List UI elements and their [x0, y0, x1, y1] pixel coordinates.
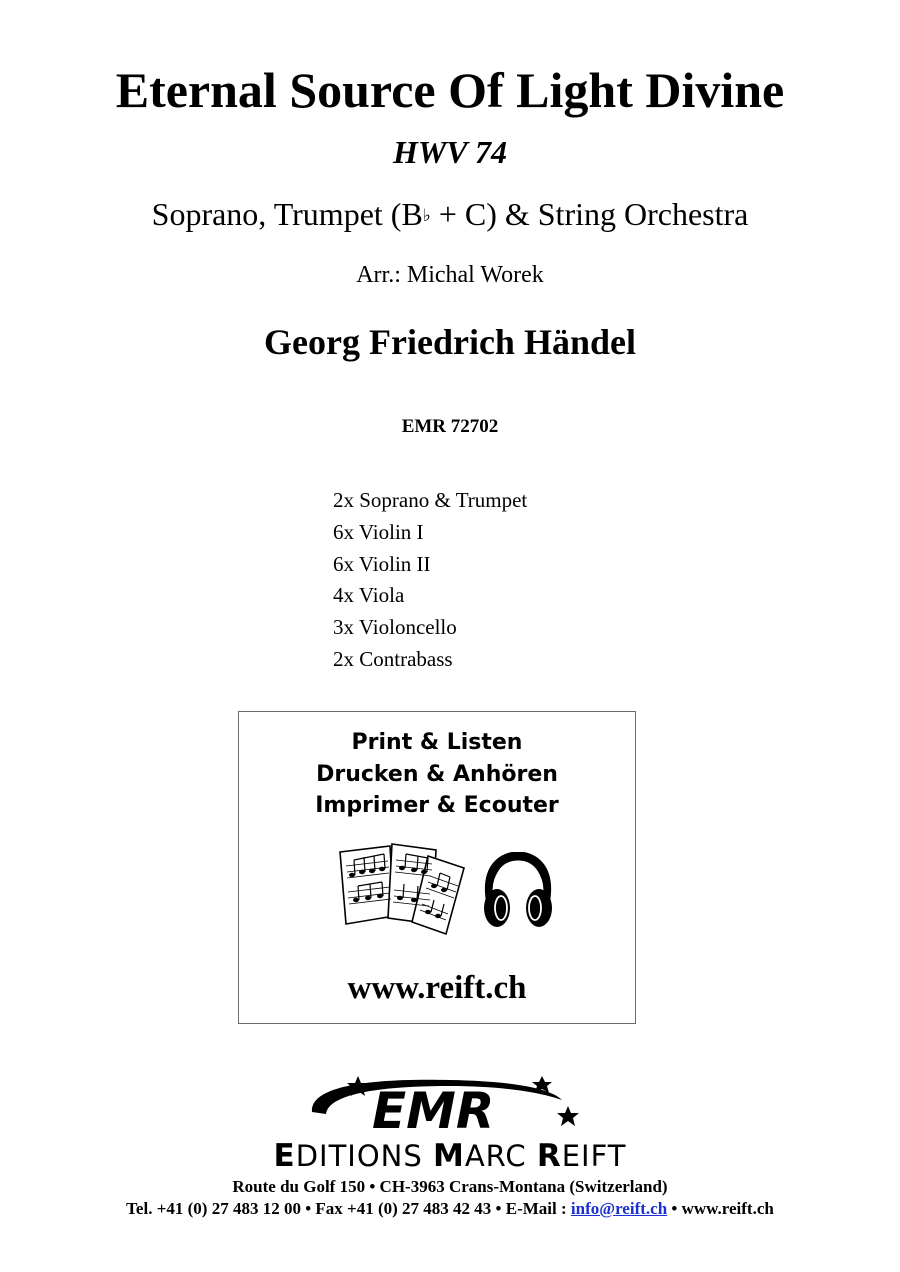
publisher-name — [0, 1139, 900, 1173]
promo-line-french: Imprimer & Ecouter — [315, 793, 559, 818]
promo-line-english: Print & Listen — [351, 730, 523, 755]
publisher-name-cap: R — [536, 1138, 562, 1174]
headphones-icon — [482, 852, 554, 930]
emr-logo — [300, 1070, 600, 1138]
print-listen-box — [238, 711, 636, 1024]
part-item: 6x Violin I — [333, 519, 424, 544]
parts-list — [333, 485, 527, 676]
publisher-name-cap: E — [273, 1138, 296, 1174]
publisher-name-cap: M — [432, 1138, 465, 1174]
promo-website: www.reift.ch — [347, 970, 527, 1006]
publisher-name-rest: DITIONS — [295, 1139, 433, 1173]
email-link[interactable]: info@reift.ch — [570, 1199, 668, 1218]
part-item: 6x Violin II — [333, 551, 431, 576]
part-item: 3x Violoncello — [333, 615, 457, 640]
catalog-number: HWV 74 — [392, 134, 508, 170]
composer: Georg Friedrich Händel — [264, 322, 636, 362]
promo-line-german: Drucken & Anhören — [316, 762, 558, 787]
flat-sign: ♭ — [422, 206, 431, 225]
instrumentation-text-rest: + C) & String Orchestra — [430, 196, 749, 232]
publisher-name-rest: ARC — [464, 1139, 537, 1173]
publisher-name-rest: EIFT — [561, 1139, 627, 1173]
part-item: 4x Viola — [333, 583, 405, 608]
contact-website: • www.reift.ch — [667, 1199, 774, 1218]
publisher-address: Route du Golf 150 • CH-3963 Crans-Montana (Switzerland) — [232, 1177, 668, 1196]
part-item: 2x Soprano & Trumpet — [333, 488, 528, 512]
instrumentation — [0, 192, 900, 236]
edition-number: EMR 72702 — [401, 416, 499, 437]
sheet-music-icon — [336, 842, 468, 936]
contact-phone-fax: Tel. +41 (0) 27 483 12 00 • Fax +41 (0) 27 483 42 43 • E-Mail : — [126, 1199, 571, 1218]
publisher-contact — [0, 1198, 900, 1220]
arranger: Arr.: Michal Worek — [356, 262, 544, 288]
instrumentation-text: Soprano, Trumpet (B — [151, 196, 423, 232]
part-item: 2x Contrabass — [333, 646, 453, 671]
score-title: Eternal Source Of Light Divine — [115, 62, 785, 118]
emr-logo-text: EMR — [372, 1082, 495, 1138]
